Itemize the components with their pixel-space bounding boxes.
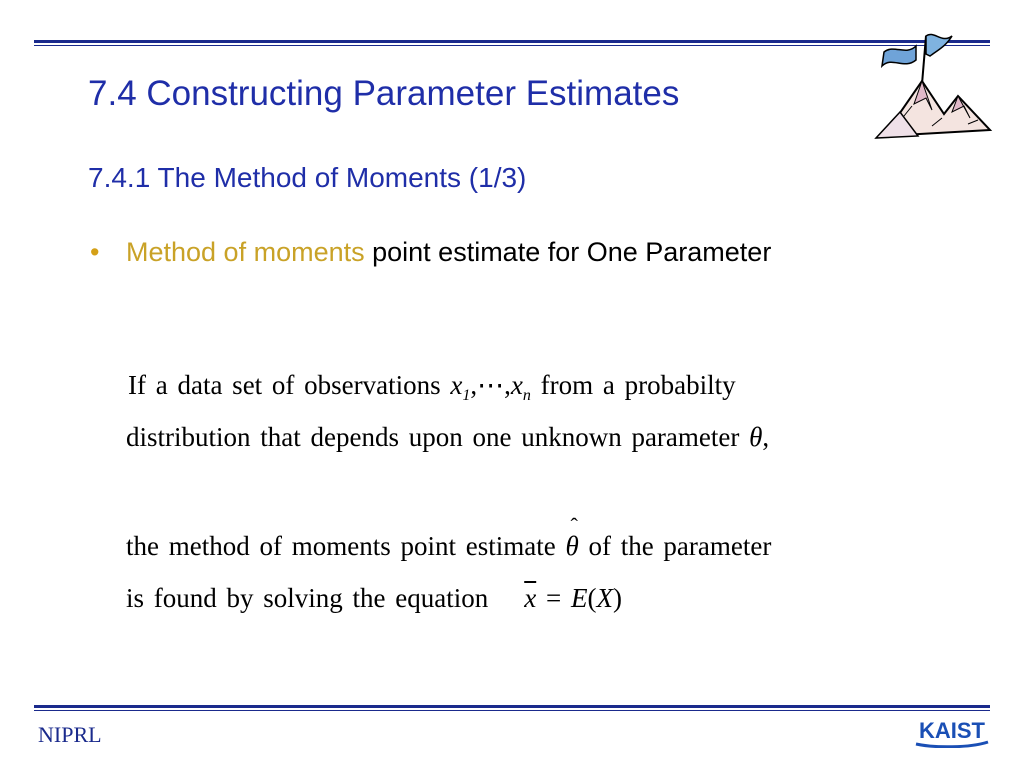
top-rule-thick [34, 40, 990, 43]
var-xn: x [510, 370, 523, 400]
top-rule-thin [34, 45, 990, 46]
sub-n: n [522, 387, 531, 404]
line3-text-a: the method of moments point estimate [126, 531, 566, 561]
paren-close: ) [612, 583, 622, 613]
var-E: E [570, 583, 588, 613]
var-x1: x [450, 370, 463, 400]
var-xbar: $\overline{x}$ [524, 583, 537, 613]
bullet-text: point estimate for One Parameter [364, 237, 772, 267]
line1-text-a: If a data set of observations [128, 370, 451, 400]
bottom-rule-thick [34, 705, 990, 708]
theta-symbol: θ [565, 531, 579, 561]
bullet-highlight: Method of moments [126, 237, 365, 267]
line2-text-b: , [762, 422, 770, 452]
math-line-4 [126, 583, 622, 614]
line3-text-b: of the parameter [578, 531, 772, 561]
mountain-flag-icon [872, 26, 1000, 144]
paren-open: ( [587, 583, 597, 613]
slide-subtitle: 7.4.1 The Method of Moments (1/3) [88, 162, 527, 193]
var-X: X [596, 583, 613, 613]
kaist-logo-text: KAIST [919, 718, 985, 743]
var-theta: θ [749, 422, 763, 452]
equals-sign: = [536, 583, 571, 613]
bottom-rule-thin [34, 710, 990, 711]
math-line-3 [126, 513, 772, 562]
line2-text-a: distribution that depends upon one unknown parameter [126, 422, 750, 452]
kaist-logo [914, 718, 990, 748]
line1-text-b: from a probabilty [530, 370, 736, 400]
slide-title: 7.4 Constructing Parameter Estimates [88, 74, 680, 113]
line1-ellipsis: ,⋯, [470, 370, 511, 400]
math-line-1 [128, 370, 736, 405]
footer-nirpl: NIPRL [38, 722, 102, 747]
bullet-item [90, 232, 850, 272]
sub-1: 1 [462, 387, 471, 404]
bullet-marker: • [90, 237, 100, 267]
line4-text-a: is found by solving the equation [126, 583, 489, 613]
hat-accent: ˆ [570, 513, 578, 538]
math-line-2 [126, 422, 769, 453]
var-theta-hat [565, 513, 579, 562]
